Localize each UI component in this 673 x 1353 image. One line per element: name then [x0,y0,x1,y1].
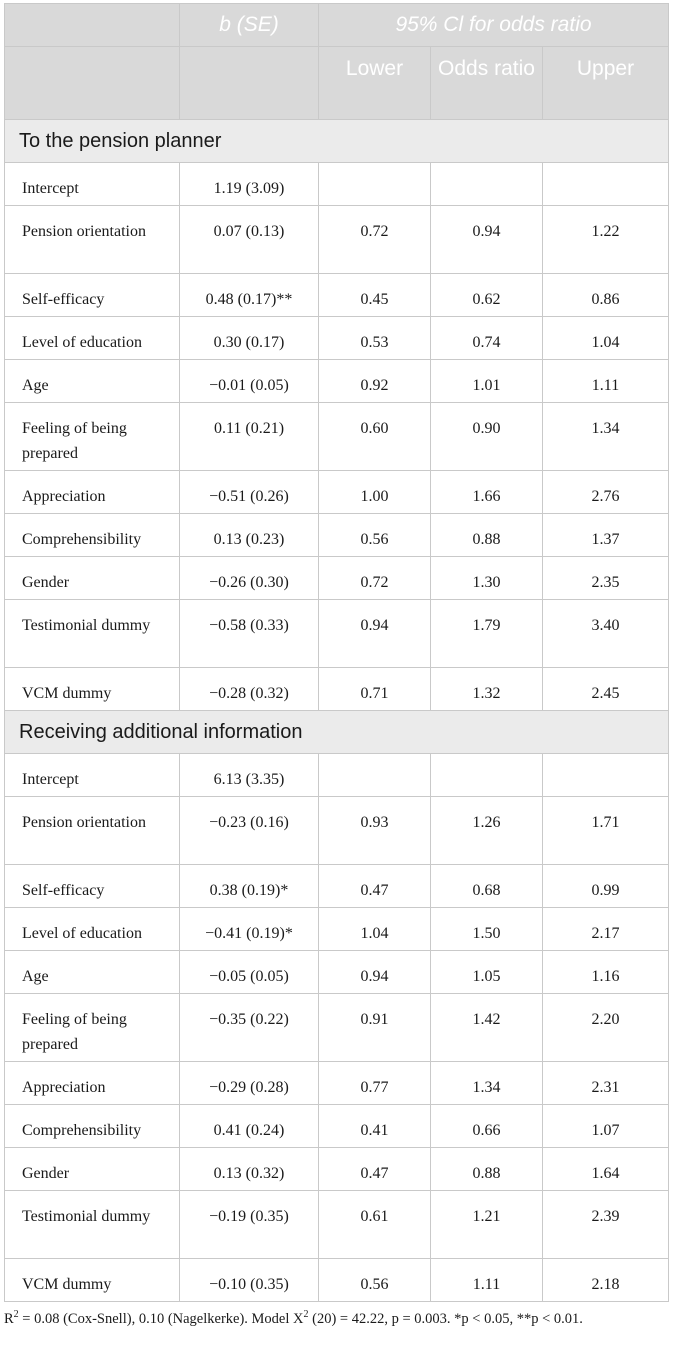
cell-odds-ratio: 0.68 [431,865,543,908]
header-odds-ratio: Odds ratio [431,47,543,120]
cell-upper: 2.31 [543,1062,669,1105]
cell-b-se: −0.51 (0.26) [180,471,319,514]
regression-table [4,3,669,1302]
table-row [5,908,669,951]
table-row [5,317,669,360]
cell-b-se: 0.41 (0.24) [180,1105,319,1148]
table-row [5,600,669,668]
cell-lower: 1.00 [319,471,431,514]
cell-upper: 1.37 [543,514,669,557]
cell-odds-ratio: 1.01 [431,360,543,403]
cell-upper: 1.64 [543,1148,669,1191]
cell-odds-ratio: 1.34 [431,1062,543,1105]
table-row [5,1062,669,1105]
cell-odds-ratio: 0.90 [431,403,543,471]
cell-odds-ratio: 1.32 [431,668,543,711]
table-row [5,557,669,600]
cell-upper: 1.71 [543,797,669,865]
cell-odds-ratio: 0.74 [431,317,543,360]
row-label: Appreciation [5,1062,180,1105]
row-label: Self-efficacy [5,865,180,908]
row-label: Level of education [5,908,180,951]
table-row [5,403,669,471]
table-footnote [4,1308,668,1331]
cell-b-se: −0.01 (0.05) [180,360,319,403]
cell-upper: 1.04 [543,317,669,360]
cell-upper: 0.86 [543,274,669,317]
cell-b-se: 1.19 (3.09) [180,163,319,206]
cell-odds-ratio [431,163,543,206]
table-row [5,1148,669,1191]
cell-b-se: 0.13 (0.32) [180,1148,319,1191]
cell-lower: 0.72 [319,206,431,274]
cell-lower [319,754,431,797]
table-row [5,163,669,206]
cell-upper: 2.18 [543,1259,669,1302]
row-label: VCM dummy [5,668,180,711]
cell-upper: 1.34 [543,403,669,471]
cell-lower: 0.71 [319,668,431,711]
row-label: Feeling of being prepared [5,403,180,471]
cell-odds-ratio: 1.42 [431,994,543,1062]
cell-lower: 0.45 [319,274,431,317]
cell-upper: 2.39 [543,1191,669,1259]
cell-b-se: −0.41 (0.19)* [180,908,319,951]
cell-odds-ratio: 0.88 [431,514,543,557]
section-title: To the pension planner [5,120,669,163]
footnote-part2: (20) = 42.22, p = 0.003. *p < 0.05, **p < 0.01. [308,1311,583,1327]
table-row [5,797,669,865]
row-label: Gender [5,1148,180,1191]
cell-lower: 1.04 [319,908,431,951]
cell-odds-ratio: 1.30 [431,557,543,600]
cell-b-se: −0.23 (0.16) [180,797,319,865]
header-ci-title: 95% Cl for odds ratio [319,4,669,47]
header-empty [5,4,180,47]
cell-odds-ratio: 0.62 [431,274,543,317]
header-b-se: b (SE) [180,4,319,47]
cell-upper: 3.40 [543,600,669,668]
table-body [5,120,669,1302]
cell-lower: 0.72 [319,557,431,600]
cell-lower [319,163,431,206]
cell-b-se: −0.05 (0.05) [180,951,319,994]
cell-upper [543,163,669,206]
footnote-x-sup: 2 [303,1309,309,1321]
cell-lower: 0.61 [319,1191,431,1259]
cell-b-se: 0.38 (0.19)* [180,865,319,908]
cell-odds-ratio: 1.50 [431,908,543,951]
row-label: Feeling of being prepared [5,994,180,1062]
cell-lower: 0.92 [319,360,431,403]
row-label: VCM dummy [5,1259,180,1302]
section-header-row [5,711,669,754]
cell-lower: 0.91 [319,994,431,1062]
cell-b-se: −0.19 (0.35) [180,1191,319,1259]
cell-lower: 0.93 [319,797,431,865]
cell-lower: 0.53 [319,317,431,360]
table-row [5,471,669,514]
cell-upper: 2.20 [543,994,669,1062]
header-empty-3 [180,47,319,120]
cell-b-se: 0.13 (0.23) [180,514,319,557]
cell-upper: 2.35 [543,557,669,600]
cell-upper: 1.22 [543,206,669,274]
cell-lower: 0.94 [319,951,431,994]
cell-lower: 0.77 [319,1062,431,1105]
cell-lower: 0.56 [319,1259,431,1302]
row-label: Age [5,360,180,403]
cell-lower: 0.56 [319,514,431,557]
cell-b-se: −0.10 (0.35) [180,1259,319,1302]
cell-odds-ratio: 1.79 [431,600,543,668]
cell-upper [543,754,669,797]
cell-odds-ratio: 0.88 [431,1148,543,1191]
row-label: Self-efficacy [5,274,180,317]
cell-b-se: 0.30 (0.17) [180,317,319,360]
table-row [5,206,669,274]
section-title: Receiving additional information [5,711,669,754]
section-header-row [5,120,669,163]
cell-lower: 0.47 [319,1148,431,1191]
cell-lower: 0.41 [319,1105,431,1148]
cell-b-se: 0.07 (0.13) [180,206,319,274]
table-row [5,274,669,317]
row-label: Pension orientation [5,206,180,274]
cell-upper: 1.16 [543,951,669,994]
footnote-r: R [4,1311,14,1327]
footnote-part1: = 0.08 (Cox-Snell), 0.10 (Nagelkerke). Model X [18,1311,304,1327]
cell-upper: 2.17 [543,908,669,951]
table-row [5,865,669,908]
row-label: Testimonial dummy [5,600,180,668]
row-label: Age [5,951,180,994]
table-row [5,668,669,711]
cell-odds-ratio: 1.21 [431,1191,543,1259]
row-label: Pension orientation [5,797,180,865]
header-lower: Lower [319,47,431,120]
row-label: Testimonial dummy [5,1191,180,1259]
cell-upper: 2.45 [543,668,669,711]
cell-odds-ratio: 1.66 [431,471,543,514]
cell-lower: 0.47 [319,865,431,908]
cell-odds-ratio: 0.66 [431,1105,543,1148]
row-label: Level of education [5,317,180,360]
cell-lower: 0.60 [319,403,431,471]
row-label: Comprehensibility [5,514,180,557]
cell-b-se: 0.11 (0.21) [180,403,319,471]
cell-b-se: −0.26 (0.30) [180,557,319,600]
cell-odds-ratio: 1.11 [431,1259,543,1302]
table-row [5,1191,669,1259]
cell-upper: 2.76 [543,471,669,514]
cell-b-se: −0.29 (0.28) [180,1062,319,1105]
row-label: Comprehensibility [5,1105,180,1148]
cell-b-se: 0.48 (0.17)** [180,274,319,317]
table-row [5,514,669,557]
table-row [5,1259,669,1302]
table-row [5,360,669,403]
cell-upper: 0.99 [543,865,669,908]
row-label: Intercept [5,754,180,797]
table-row [5,994,669,1062]
cell-odds-ratio: 0.94 [431,206,543,274]
cell-upper: 1.11 [543,360,669,403]
cell-odds-ratio: 1.26 [431,797,543,865]
table-row [5,754,669,797]
cell-b-se: −0.28 (0.32) [180,668,319,711]
cell-b-se: −0.35 (0.22) [180,994,319,1062]
row-label: Appreciation [5,471,180,514]
cell-odds-ratio: 1.05 [431,951,543,994]
header-empty-2 [5,47,180,120]
cell-b-se: −0.58 (0.33) [180,600,319,668]
footnote-r-sup: 2 [13,1309,19,1321]
cell-odds-ratio [431,754,543,797]
table-row [5,951,669,994]
table-row [5,1105,669,1148]
header-upper: Upper [543,47,669,120]
row-label: Intercept [5,163,180,206]
cell-b-se: 6.13 (3.35) [180,754,319,797]
cell-lower: 0.94 [319,600,431,668]
row-label: Gender [5,557,180,600]
cell-upper: 1.07 [543,1105,669,1148]
